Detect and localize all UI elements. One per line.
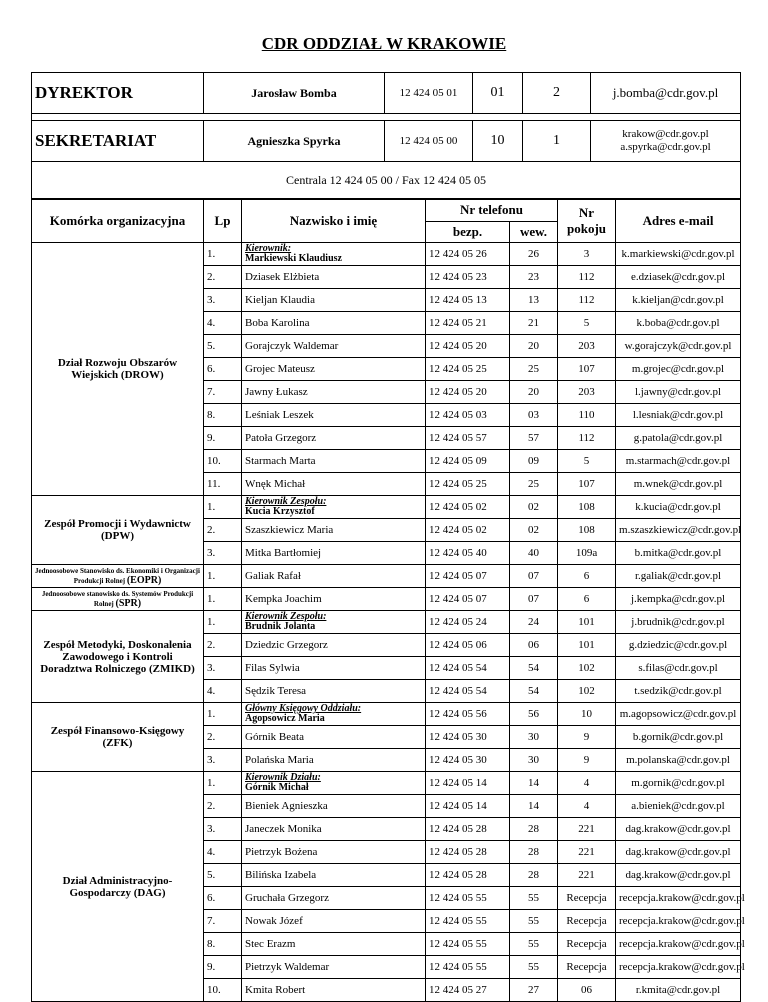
row-phone: 12 424 05 55 [426, 933, 510, 956]
row-room: 101 [558, 634, 616, 657]
unit-name [32, 772, 204, 1002]
row-name: Pietrzyk Waldemar [242, 956, 426, 979]
row-room: 107 [558, 473, 616, 496]
header-room: Nr pokoju [558, 200, 616, 243]
row-phone: 12 424 05 56 [426, 703, 510, 726]
secretariat-email-1[interactable]: krakow@cdr.gov.pl [622, 128, 709, 140]
row-lp: 6. [204, 887, 242, 910]
unit-name-text: Zespół Promocji i Wydawnictw (DPW) [44, 518, 191, 542]
row-name: Boba Karolina [242, 312, 426, 335]
row-ext: 27 [510, 979, 558, 1002]
row-email[interactable]: k.kucia@cdr.gov.pl [616, 496, 741, 519]
row-name: Kieljan Klaudia [242, 289, 426, 312]
row-ext: 55 [510, 887, 558, 910]
table-row [32, 611, 741, 634]
row-role: Kierownik Zespołu: [245, 611, 327, 622]
row-email[interactable]: dag.krakow@cdr.gov.pl [616, 841, 741, 864]
row-phone: 12 424 05 27 [426, 979, 510, 1002]
table-row [32, 243, 741, 266]
row-lp: 1. [204, 565, 242, 588]
row-ext: 30 [510, 749, 558, 772]
row-ext: 54 [510, 657, 558, 680]
table-row [32, 496, 741, 519]
unit-name [32, 243, 204, 496]
header-direct: bezp. [426, 221, 510, 243]
row-phone: 12 424 05 25 [426, 358, 510, 381]
row-room: 102 [558, 657, 616, 680]
row-person: Brudnik Jolanta [245, 621, 316, 632]
row-room: 4 [558, 795, 616, 818]
row-name [242, 703, 426, 726]
row-email[interactable]: b.mitka@cdr.gov.pl [616, 542, 741, 565]
central-row [32, 162, 741, 199]
secretariat-name: Agnieszka Spyrka [204, 121, 385, 162]
row-lp: 1. [204, 588, 242, 611]
secretariat-label: SEKRETARIAT [32, 121, 204, 162]
row-lp: 1. [204, 703, 242, 726]
unit-abbr: (EOPR) [126, 574, 162, 586]
row-phone: 12 424 05 40 [426, 542, 510, 565]
row-lp: 6. [204, 358, 242, 381]
row-phone: 12 424 05 55 [426, 910, 510, 933]
directory-wrapper [31, 72, 745, 1002]
row-ext: 07 [510, 565, 558, 588]
row-lp: 3. [204, 818, 242, 841]
row-email[interactable]: m.szaszkiewicz@cdr.gov.pl [616, 519, 741, 542]
row-role: Kierownik: [245, 243, 292, 254]
row-ext: 21 [510, 312, 558, 335]
central-info: Centrala 12 424 05 00 / Fax 12 424 05 05 [32, 162, 741, 199]
row-email[interactable]: recepcja.krakow@cdr.gov.pl [616, 910, 741, 933]
director-row [32, 73, 741, 114]
row-name: Górnik Beata [242, 726, 426, 749]
row-ext: 02 [510, 519, 558, 542]
row-phone: 12 424 05 14 [426, 795, 510, 818]
row-room: Recepcja [558, 956, 616, 979]
row-room: 221 [558, 841, 616, 864]
unit-name [32, 565, 204, 588]
row-lp: 5. [204, 864, 242, 887]
row-ext: 28 [510, 818, 558, 841]
row-phone: 12 424 05 57 [426, 427, 510, 450]
row-name: Kempka Joachim [242, 588, 426, 611]
row-room: 4 [558, 772, 616, 795]
row-name: Galiak Rafał [242, 565, 426, 588]
row-phone: 12 424 05 13 [426, 289, 510, 312]
row-room: 10 [558, 703, 616, 726]
row-email[interactable]: dag.krakow@cdr.gov.pl [616, 818, 741, 841]
row-email[interactable]: m.agopsowicz@cdr.gov.pl [616, 703, 741, 726]
row-name: Filas Sylwia [242, 657, 426, 680]
row-phone: 12 424 05 02 [426, 519, 510, 542]
row-lp: 2. [204, 795, 242, 818]
row-phone: 12 424 05 28 [426, 864, 510, 887]
row-email[interactable]: k.markiewski@cdr.gov.pl [616, 243, 741, 266]
row-name: Wnęk Michał [242, 473, 426, 496]
row-name: Gorajczyk Waldemar [242, 335, 426, 358]
row-phone: 12 424 05 03 [426, 404, 510, 427]
row-person: Kucia Krzysztof [245, 506, 315, 517]
staff-table [31, 199, 745, 1002]
row-room: 112 [558, 427, 616, 450]
director-label: DYREKTOR [32, 73, 204, 114]
row-ext: 06 [510, 634, 558, 657]
row-name: Bieniek Agnieszka [242, 795, 426, 818]
row-email[interactable]: a.bieniek@cdr.gov.pl [616, 795, 741, 818]
unit-name-text: Dział Administracyjno-Gospodarczy (DAG) [62, 874, 173, 899]
row-room: 221 [558, 818, 616, 841]
row-email[interactable]: j.kempka@cdr.gov.pl [616, 588, 741, 611]
header-unit: Komórka organizacyjna [32, 200, 204, 243]
row-lp: 3. [204, 657, 242, 680]
row-phone: 12 424 05 28 [426, 818, 510, 841]
row-ext: 28 [510, 841, 558, 864]
row-lp: 2. [204, 519, 242, 542]
staff-body [32, 243, 745, 1002]
row-lp: 9. [204, 956, 242, 979]
row-lp: 7. [204, 381, 242, 404]
table-row [32, 703, 741, 726]
header-name: Nazwisko i imię [242, 200, 426, 243]
row-phone: 12 424 05 20 [426, 335, 510, 358]
row-name: Stec Erazm [242, 933, 426, 956]
row-lp: 3. [204, 289, 242, 312]
row-phone: 12 424 05 30 [426, 726, 510, 749]
row-ext: 20 [510, 335, 558, 358]
row-lp: 8. [204, 933, 242, 956]
row-phone: 12 424 05 54 [426, 657, 510, 680]
row-ext: 56 [510, 703, 558, 726]
secretariat-emails [591, 121, 741, 162]
row-room: 3 [558, 243, 616, 266]
row-name: Szaszkiewicz Maria [242, 519, 426, 542]
row-lp: 4. [204, 312, 242, 335]
row-room: 203 [558, 335, 616, 358]
row-name: Leśniak Leszek [242, 404, 426, 427]
page-title: CDR ODDZIAŁ W KRAKOWIE [261, 34, 507, 53]
row-email[interactable]: m.wnek@cdr.gov.pl [616, 473, 741, 496]
row-email[interactable]: l.jawny@cdr.gov.pl [616, 381, 741, 404]
row-phone: 12 424 05 02 [426, 496, 510, 519]
row-phone: 12 424 05 25 [426, 473, 510, 496]
row-email[interactable]: l.lesniak@cdr.gov.pl [616, 404, 741, 427]
row-ext: 24 [510, 611, 558, 634]
header-ext: wew. [510, 221, 558, 243]
row-name: Polańska Maria [242, 749, 426, 772]
gap-row [32, 114, 741, 121]
row-name: Dziasek Elżbieta [242, 266, 426, 289]
unit-name-text: Dział Rozwoju Obszarów Wiejskich (DROW) [57, 357, 178, 381]
row-name [242, 243, 426, 266]
secretariat-phone: 12 424 05 00 [385, 121, 473, 162]
row-ext: 28 [510, 864, 558, 887]
row-room: 5 [558, 450, 616, 473]
row-lp: 1. [204, 243, 242, 266]
row-email[interactable]: m.grojec@cdr.gov.pl [616, 358, 741, 381]
secretariat-ext: 10 [473, 121, 523, 162]
row-room: 112 [558, 266, 616, 289]
row-email[interactable]: s.filas@cdr.gov.pl [616, 657, 741, 680]
row-email[interactable]: dag.krakow@cdr.gov.pl [616, 864, 741, 887]
unit-abbr: (SPR) [115, 597, 142, 609]
row-ext: 40 [510, 542, 558, 565]
row-ext: 13 [510, 289, 558, 312]
row-room: Recepcja [558, 910, 616, 933]
director-name: Jarosław Bomba [204, 73, 385, 114]
row-email[interactable]: recepcja.krakow@cdr.gov.pl [616, 887, 741, 910]
row-room: 6 [558, 588, 616, 611]
row-email[interactable]: m.starmach@cdr.gov.pl [616, 450, 741, 473]
row-lp: 4. [204, 841, 242, 864]
unit-name [32, 703, 204, 772]
row-email[interactable]: w.gorajczyk@cdr.gov.pl [616, 335, 741, 358]
row-phone: 12 424 05 55 [426, 887, 510, 910]
row-room: 109a [558, 542, 616, 565]
row-ext: 25 [510, 473, 558, 496]
row-ext: 26 [510, 243, 558, 266]
unit-name-text: Zespół Metodyki, Doskonalenia Zawodowego i Kontroli Doradztwa Rolniczego (ZMIKD) [40, 638, 195, 675]
row-ext: 30 [510, 726, 558, 749]
row-ext: 03 [510, 404, 558, 427]
row-lp: 5. [204, 335, 242, 358]
row-lp: 1. [204, 611, 242, 634]
unit-name-text: Jednoosobowe Stanowisko ds. Ekonomiki i Organizacji Produkcji Rolnej [35, 566, 200, 585]
row-name: Sędzik Teresa [242, 680, 426, 703]
row-room: 221 [558, 864, 616, 887]
row-phone: 12 424 05 06 [426, 634, 510, 657]
row-ext: 57 [510, 427, 558, 450]
director-email[interactable]: j.bomba@cdr.gov.pl [591, 73, 741, 114]
unit-name [32, 496, 204, 565]
secretariat-room: 1 [523, 121, 591, 162]
row-name [242, 772, 426, 795]
row-phone: 12 424 05 30 [426, 749, 510, 772]
row-phone: 12 424 05 20 [426, 381, 510, 404]
row-email[interactable]: r.kmita@cdr.gov.pl [616, 979, 741, 1002]
row-email[interactable]: m.gornik@cdr.gov.pl [616, 772, 741, 795]
row-lp: 1. [204, 496, 242, 519]
unit-name [32, 611, 204, 703]
row-room: 101 [558, 611, 616, 634]
unit-name [32, 588, 204, 611]
row-room: 108 [558, 496, 616, 519]
row-name: Bilińska Izabela [242, 864, 426, 887]
row-email[interactable]: j.brudnik@cdr.gov.pl [616, 611, 741, 634]
row-phone: 12 424 05 07 [426, 588, 510, 611]
row-role: Główny Księgowy Oddziału: [245, 703, 362, 714]
row-ext: 14 [510, 772, 558, 795]
row-name: Dziedzic Grzegorz [242, 634, 426, 657]
row-room: 06 [558, 979, 616, 1002]
row-phone: 12 424 05 26 [426, 243, 510, 266]
row-phone: 12 424 05 28 [426, 841, 510, 864]
row-name [242, 496, 426, 519]
row-email[interactable]: b.gornik@cdr.gov.pl [616, 726, 741, 749]
row-email[interactable]: k.kieljan@cdr.gov.pl [616, 289, 741, 312]
row-person: Agopsowicz Maria [245, 713, 325, 724]
header-email: Adres e-mail [616, 200, 741, 243]
table-row [32, 588, 741, 611]
row-name: Kmita Robert [242, 979, 426, 1002]
row-name: Nowak Józef [242, 910, 426, 933]
row-ext: 20 [510, 381, 558, 404]
row-ext: 09 [510, 450, 558, 473]
row-ext: 55 [510, 910, 558, 933]
header-row-1 [32, 200, 741, 222]
table-row [32, 565, 741, 588]
header-lp: Lp [204, 200, 242, 243]
unit-name-text: Zespół Finansowo-Księgowy (ZFK) [50, 725, 185, 749]
row-room: 9 [558, 726, 616, 749]
row-name: Starmach Marta [242, 450, 426, 473]
row-room: 108 [558, 519, 616, 542]
row-role: Kierownik Działu: [245, 772, 321, 783]
row-room: 107 [558, 358, 616, 381]
row-ext: 07 [510, 588, 558, 611]
row-lp: 10. [204, 979, 242, 1002]
row-lp: 7. [204, 910, 242, 933]
row-phone: 12 424 05 07 [426, 565, 510, 588]
row-ext: 25 [510, 358, 558, 381]
row-room: 5 [558, 312, 616, 335]
row-name: Jawny Łukasz [242, 381, 426, 404]
row-ext: 23 [510, 266, 558, 289]
row-email[interactable]: e.dziasek@cdr.gov.pl [616, 266, 741, 289]
row-name: Gruchała Grzegorz [242, 887, 426, 910]
row-ext: 55 [510, 933, 558, 956]
row-lp: 3. [204, 542, 242, 565]
row-person: Markiewski Klaudiusz [245, 253, 342, 264]
row-email[interactable]: g.patola@cdr.gov.pl [616, 427, 741, 450]
row-name: Grojec Mateusz [242, 358, 426, 381]
row-name: Mitka Bartłomiej [242, 542, 426, 565]
row-lp: 9. [204, 427, 242, 450]
row-phone: 12 424 05 54 [426, 680, 510, 703]
director-ext: 01 [473, 73, 523, 114]
row-lp: 2. [204, 634, 242, 657]
row-room: 9 [558, 749, 616, 772]
management-table [31, 72, 741, 199]
row-phone: 12 424 05 21 [426, 312, 510, 335]
unit-name-text: Jednoosobowe stanowisko ds. Systemów Produkcji Rolnej [41, 589, 194, 608]
row-email[interactable]: k.boba@cdr.gov.pl [616, 312, 741, 335]
row-room: 203 [558, 381, 616, 404]
row-lp: 11. [204, 473, 242, 496]
director-phone: 12 424 05 01 [385, 73, 473, 114]
secretariat-row [32, 121, 741, 162]
row-phone: 12 424 05 24 [426, 611, 510, 634]
row-room: Recepcja [558, 933, 616, 956]
row-lp: 3. [204, 749, 242, 772]
row-person: Górnik Michał [245, 782, 309, 793]
row-lp: 8. [204, 404, 242, 427]
row-email[interactable]: m.polanska@cdr.gov.pl [616, 749, 741, 772]
row-lp: 2. [204, 266, 242, 289]
row-ext: 55 [510, 956, 558, 979]
row-room: 112 [558, 289, 616, 312]
row-name: Pietrzyk Bożena [242, 841, 426, 864]
row-ext: 02 [510, 496, 558, 519]
row-name [242, 611, 426, 634]
row-lp: 1. [204, 772, 242, 795]
row-lp: 10. [204, 450, 242, 473]
director-room: 2 [523, 73, 591, 114]
table-row [32, 772, 741, 795]
row-room: Recepcja [558, 887, 616, 910]
row-email[interactable]: r.galiak@cdr.gov.pl [616, 565, 741, 588]
row-room: 6 [558, 565, 616, 588]
row-room: 110 [558, 404, 616, 427]
row-lp: 2. [204, 726, 242, 749]
row-name: Janeczek Monika [242, 818, 426, 841]
row-name: Patoła Grzegorz [242, 427, 426, 450]
row-email[interactable]: g.dziedzic@cdr.gov.pl [616, 634, 741, 657]
row-phone: 12 424 05 55 [426, 956, 510, 979]
row-email[interactable]: t.sedzik@cdr.gov.pl [616, 680, 741, 703]
row-role: Kierownik Zespołu: [245, 496, 327, 507]
row-ext: 14 [510, 795, 558, 818]
row-email[interactable]: recepcja.krakow@cdr.gov.pl [616, 933, 741, 956]
row-lp: 4. [204, 680, 242, 703]
row-ext: 54 [510, 680, 558, 703]
row-phone: 12 424 05 09 [426, 450, 510, 473]
header-phone: Nr telefonu [426, 200, 558, 222]
row-phone: 12 424 05 14 [426, 772, 510, 795]
row-phone: 12 424 05 23 [426, 266, 510, 289]
secretariat-email-2[interactable]: a.spyrka@cdr.gov.pl [620, 141, 711, 153]
row-room: 102 [558, 680, 616, 703]
row-email[interactable]: recepcja.krakow@cdr.gov.pl [616, 956, 741, 979]
